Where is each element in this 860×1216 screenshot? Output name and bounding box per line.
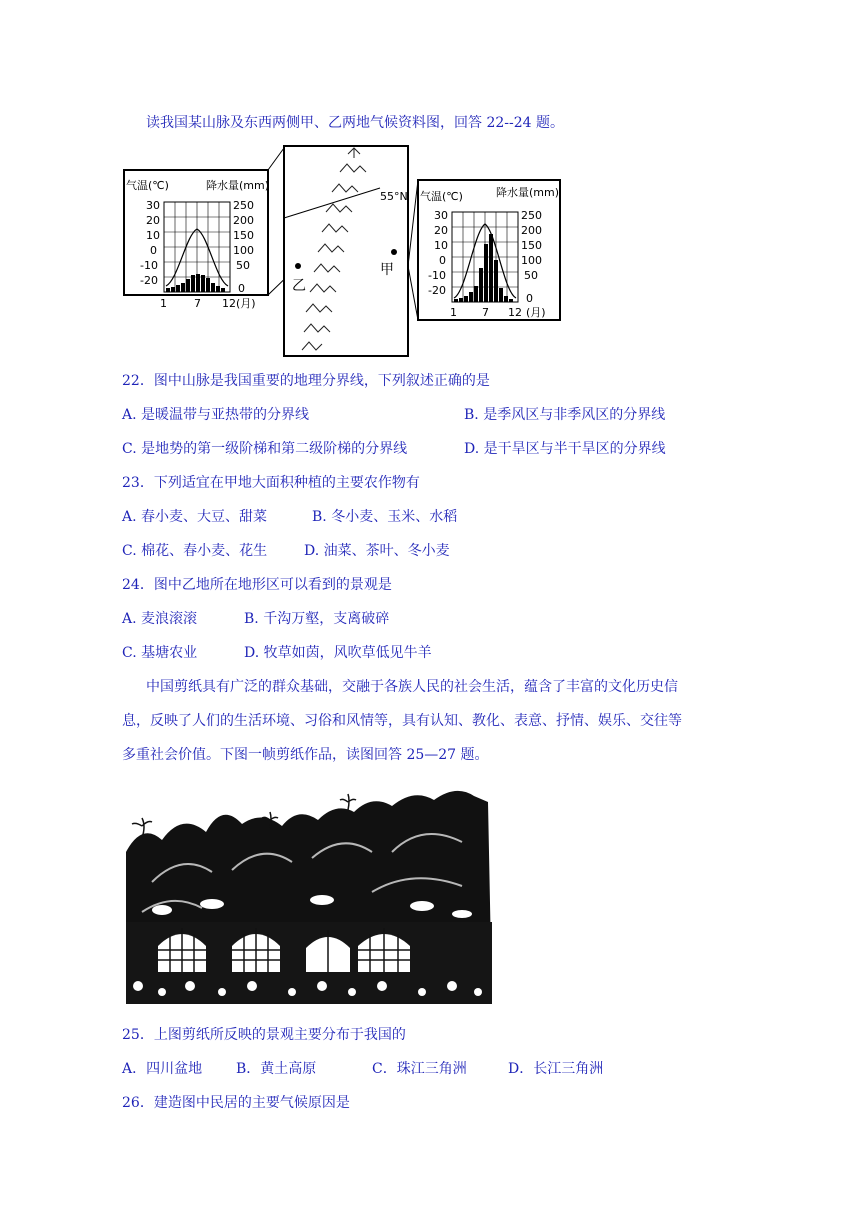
- q24-option-c: C. 基塘农业: [122, 645, 198, 661]
- right-temp-tick: -10: [428, 269, 446, 282]
- left-month-tick: 12: [222, 297, 236, 310]
- right-temp-tick: -20: [428, 284, 446, 297]
- right-precip-label: 降水量(mm): [496, 186, 560, 199]
- question-26-stem: 26．建造图中民居的主要气候原因是: [122, 1095, 350, 1111]
- q23-option-a: A. 春小麦、大豆、甜菜: [122, 509, 268, 525]
- right-precip-tick: 200: [521, 224, 542, 237]
- right-precip-tick: 250: [521, 209, 542, 222]
- q25-option-a: A．四川盆地: [122, 1061, 203, 1077]
- question-22-stem: 22．图中山脉是我国重要的地理分界线，下列叙述正确的是: [122, 373, 490, 389]
- left-month-tick: 1: [160, 297, 167, 310]
- point-jia-label: 甲: [380, 262, 394, 278]
- intro-text-2-line-1: 中国剪纸具有广泛的群众基础，交融于各族人民的社会生活，蕴含了丰富的文化历史信: [146, 679, 678, 695]
- left-temp-tick: 20: [146, 214, 160, 227]
- right-month-unit: (月): [526, 306, 546, 319]
- q23-option-c: C. 棉花、春小麦、花生: [122, 543, 268, 559]
- q25-option-b: B．黄土高原: [236, 1061, 317, 1077]
- q22-option-b: B. 是季风区与非季风区的分界线: [464, 407, 666, 423]
- q25-option-c: C．珠江三角洲: [372, 1061, 467, 1077]
- left-temp-tick: 10: [146, 229, 160, 242]
- intro-text-2-line-2: 息，反映了人们的生活环境、习俗和风情等，具有认知、教化、表意、抒情、娱乐、交往等: [122, 713, 682, 729]
- right-precip-tick: 100: [521, 254, 542, 267]
- left-month-tick: 7: [194, 297, 201, 310]
- right-temp-tick: 30: [434, 209, 448, 222]
- q24-option-b: B. 千沟万壑，支离破碎: [244, 611, 390, 627]
- left-precip-tick: 0: [238, 282, 245, 295]
- right-climate-chart: [418, 180, 560, 320]
- right-precip-tick: 50: [524, 269, 538, 282]
- right-temp-label: 气温(℃): [420, 190, 463, 203]
- left-precip-tick: 50: [236, 259, 250, 272]
- point-yi-label: 乙: [292, 278, 306, 294]
- q22-option-d: D. 是干旱区与半干旱区的分界线: [464, 441, 666, 457]
- paper-cut-figure: [122, 782, 494, 1004]
- q22-option-a: A. 是暖温带与亚热带的分界线: [122, 407, 310, 423]
- left-month-unit: (月): [236, 297, 256, 310]
- q23-option-d: D. 油菜、茶叶、冬小麦: [304, 543, 450, 559]
- left-temp-label: 气温(℃): [126, 179, 169, 192]
- right-temp-tick: 20: [434, 224, 448, 237]
- right-temp-tick: 10: [434, 239, 448, 252]
- left-precip-tick: 200: [233, 214, 254, 227]
- q22-option-c: C. 是地势的第一级阶梯和第二级阶梯的分界线: [122, 441, 408, 457]
- right-month-tick: 1: [450, 306, 457, 319]
- right-month-tick: 7: [482, 306, 489, 319]
- intro-text-2-line-3: 多重社会价值。下图一帧剪纸作品，读图回答 25—27 题。: [122, 747, 489, 763]
- left-temp-tick: 0: [150, 244, 157, 257]
- right-precip-tick: 0: [526, 292, 533, 305]
- intro-text-1: 读我国某山脉及东西两侧甲、乙两地气候资料图，回答 22--24 题。: [146, 115, 564, 131]
- left-temp-tick: -20: [140, 274, 158, 287]
- question-25-stem: 25．上图剪纸所反映的景观主要分布于我国的: [122, 1027, 406, 1043]
- right-precip-tick: 150: [521, 239, 542, 252]
- left-precip-tick: 100: [233, 244, 254, 257]
- left-precip-label: 降水量(mm): [206, 179, 270, 192]
- q23-option-b: B. 冬小麦、玉米、水稻: [312, 509, 458, 525]
- q24-option-a: A. 麦浪滚滚: [122, 611, 198, 627]
- left-precip-tick: 250: [233, 199, 254, 212]
- left-temp-tick: 30: [146, 199, 160, 212]
- latitude-label: 55°N: [380, 190, 408, 203]
- right-temp-tick: 0: [439, 254, 446, 267]
- mountain-strip: [284, 146, 408, 356]
- question-24-stem: 24．图中乙地所在地形区可以看到的景观是: [122, 577, 392, 593]
- question-23-stem: 23．下列适宜在甲地大面积种植的主要农作物有: [122, 475, 420, 491]
- right-month-tick: 12: [508, 306, 522, 319]
- left-climate-chart: [124, 170, 269, 310]
- left-temp-tick: -10: [140, 259, 158, 272]
- left-precip-tick: 150: [233, 229, 254, 242]
- q25-option-d: D．长江三角洲: [508, 1061, 604, 1077]
- climate-figure: [118, 140, 564, 362]
- q24-option-d: D. 牧草如茵，风吹草低见牛羊: [244, 645, 432, 661]
